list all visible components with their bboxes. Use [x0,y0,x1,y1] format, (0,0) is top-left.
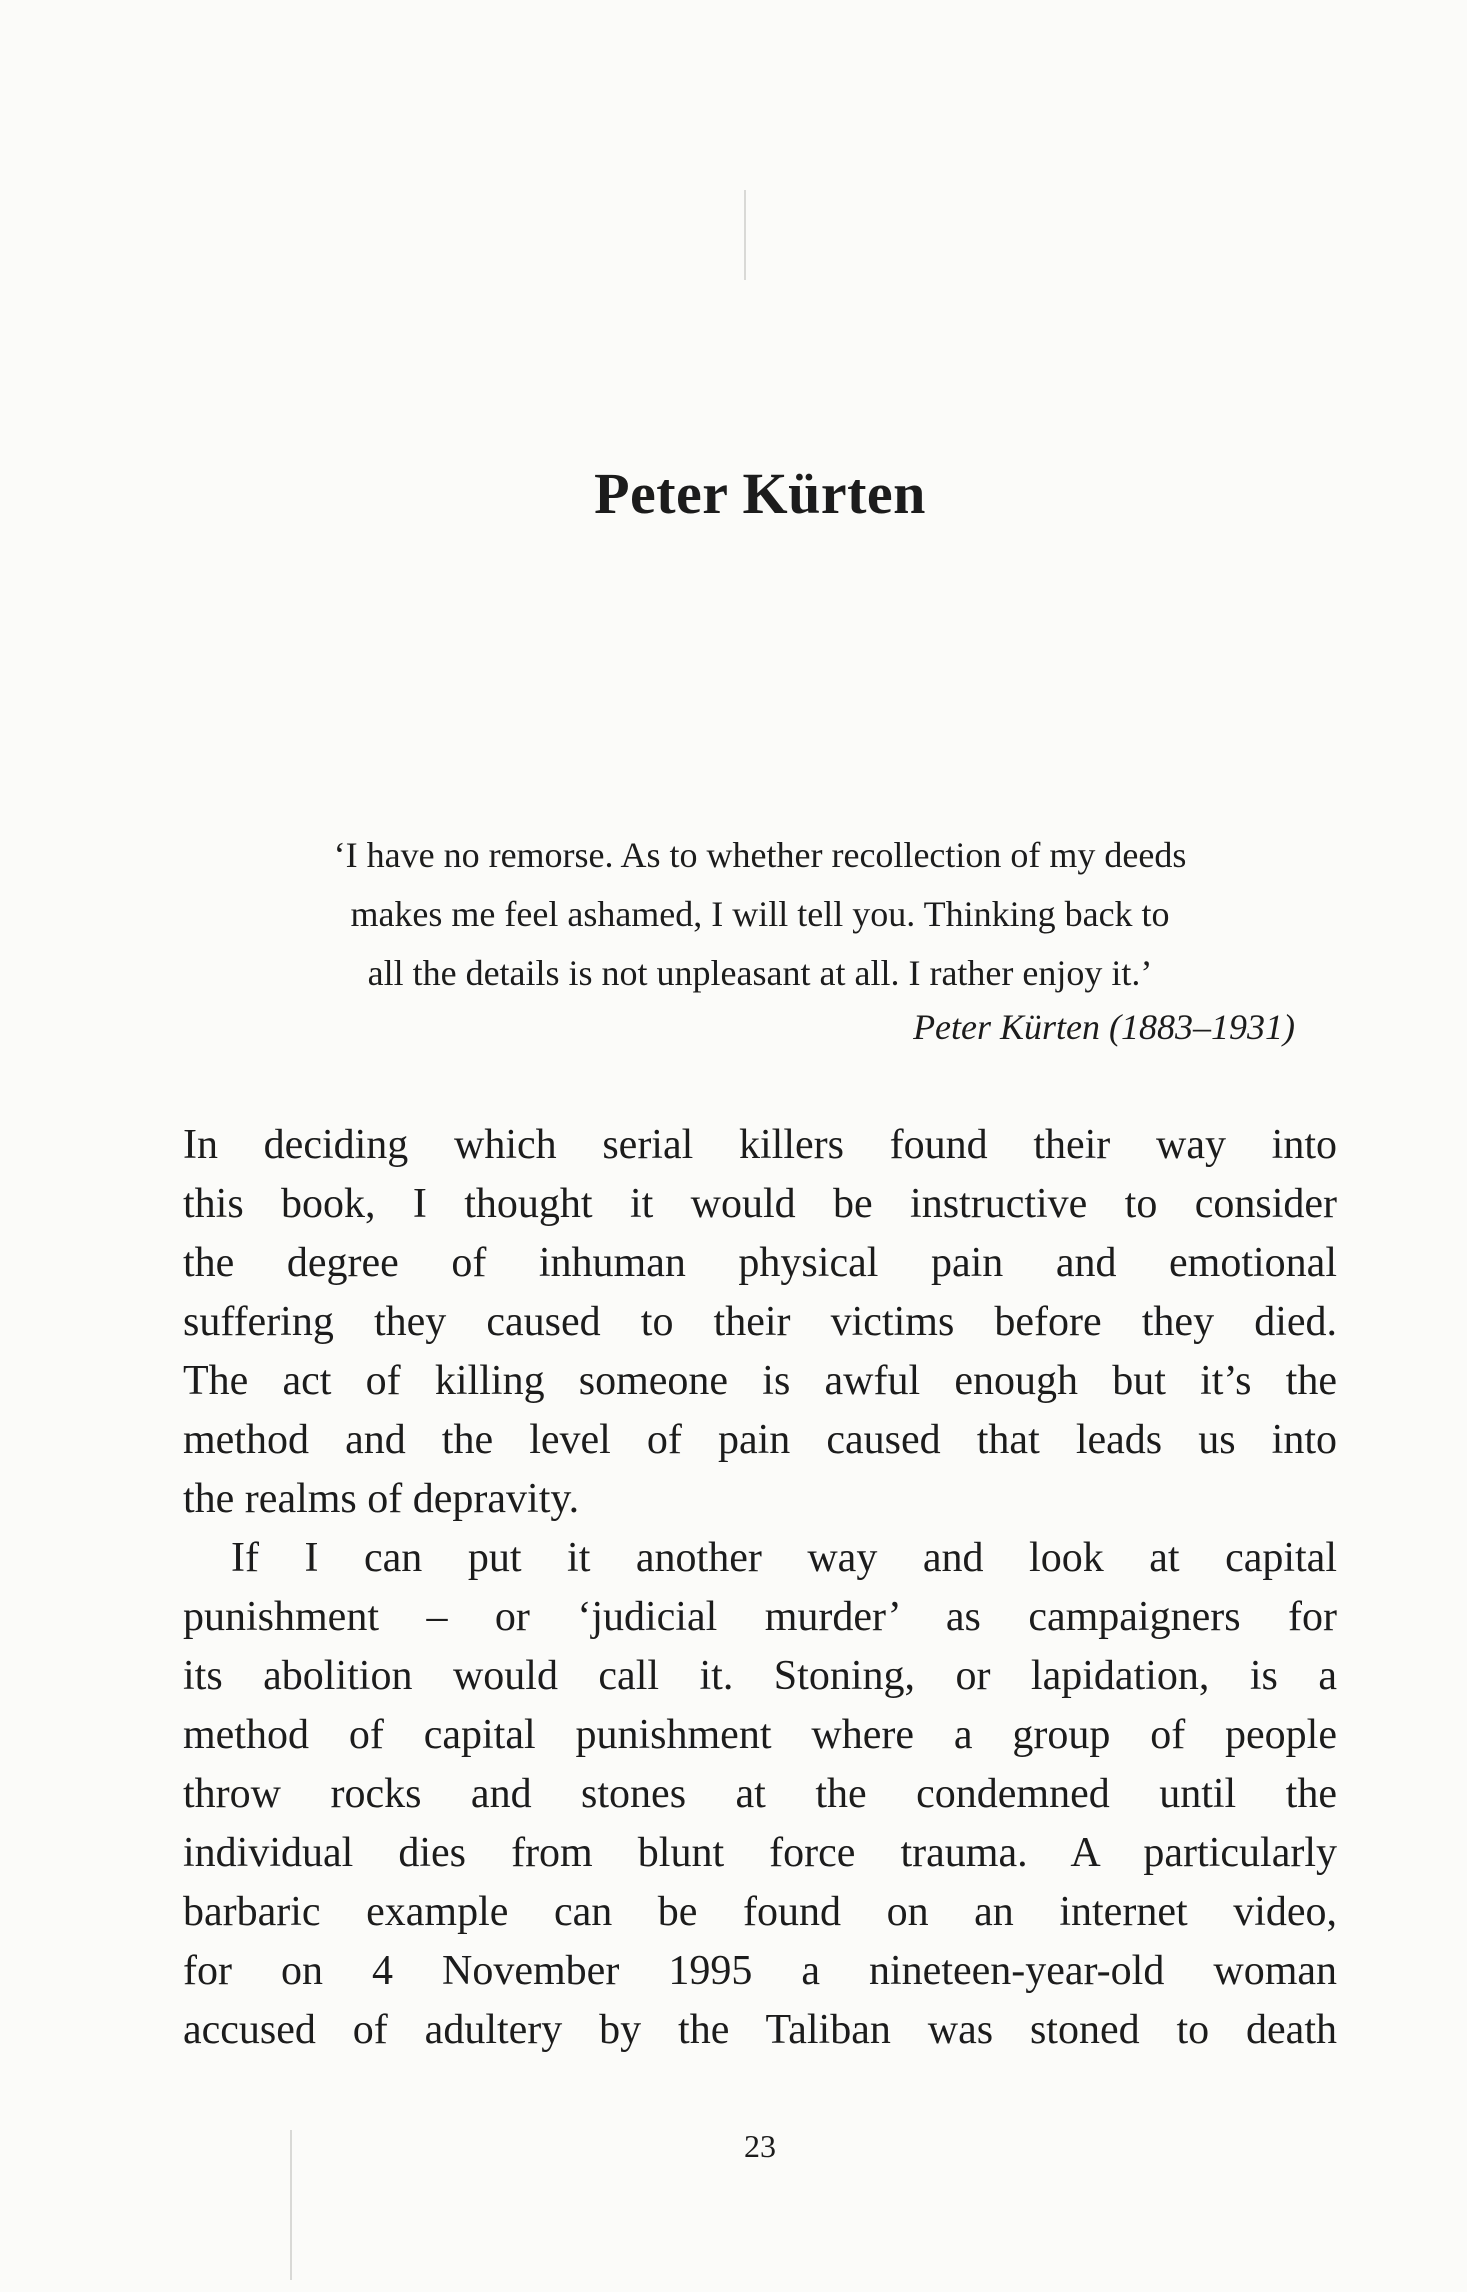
paragraph-2-line: method of capital punishment where a group of people [183,1712,1337,1758]
paragraph-1-line: suffering they caused to their victims before they died. [183,1299,1337,1345]
epigraph-quote [230,826,1290,1003]
paragraph-2-line: If I can put it another way and look at capital [231,1535,1337,1581]
epigraph-line: ‘I have no remorse. As to whether recollection of my deeds [333,835,1187,875]
paragraph-2-line: accused of adultery by the Taliban was stoned to death [183,2007,1337,2053]
paragraph-1-line: this book, I thought it would be instructive to consider [183,1181,1337,1227]
paragraph-2-line: individual dies from blunt force trauma. A particularly [183,1830,1337,1876]
paragraph-1-line: the realms of depravity. [183,1476,580,1522]
paragraph-1-line: method and the level of pain caused that leads us into [183,1417,1337,1463]
epigraph-line: all the details is not unpleasant at all. I rather enjoy it.’ [367,953,1153,993]
paragraph-1-line: the degree of inhuman physical pain and emotional [183,1240,1337,1286]
paragraph-2-line: for on 4 November 1995 a nineteen-year-old woman [183,1948,1337,1994]
page-number: 23 [744,2128,776,2164]
chapter-title: Peter Kürten [594,461,926,526]
body-text [183,1116,1337,2060]
epigraph-line: makes me feel ashamed, I will tell you. Thinking back to [350,894,1170,934]
scan-artifact-top [744,190,746,280]
epigraph-attribution: Peter Kürten (1883–1931) [913,1007,1295,1047]
paragraph-1-line: The act of killing someone is awful enough but it’s the [183,1358,1337,1404]
paragraph-2-line: punishment – or ‘judicial murder’ as campaigners for [183,1594,1337,1640]
paragraph-2-line: barbaric example can be found on an internet video, [183,1889,1337,1935]
paragraph-2-line: its abolition would call it. Stoning, or lapidation, is a [183,1653,1337,1699]
paragraph-1-line: In deciding which serial killers found their way into [183,1122,1337,1168]
paragraph-2-line: throw rocks and stones at the condemned until the [183,1771,1337,1817]
